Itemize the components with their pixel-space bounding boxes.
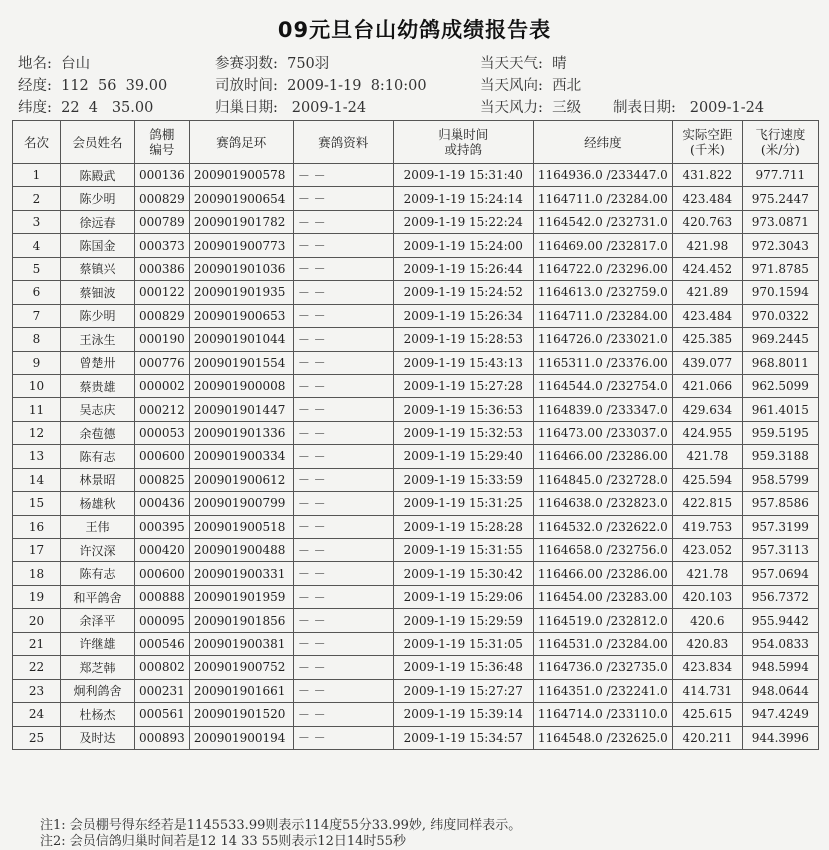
cell-name: 林景昭 (61, 468, 135, 491)
cell-coords: 1164714.0 /233110.0 (533, 703, 672, 726)
cell-info: － － (293, 445, 393, 468)
cell-distance: 423.834 (672, 656, 742, 679)
cell-info: － － (293, 398, 393, 421)
cell-coords: 1164613.0 /232759.0 (533, 281, 672, 304)
cell-ring: 200901901520 (189, 703, 293, 726)
cell-info: － － (293, 164, 393, 187)
cell-coords: 1164726.0 /233021.0 (533, 328, 672, 351)
cell-speed: 970.0322 (742, 304, 818, 327)
info-entries: 参赛羽数: 750羽 (215, 56, 330, 72)
cell-loft: 000600 (135, 445, 190, 468)
cell-distance: 419.753 (672, 515, 742, 538)
cell-ring: 200901900334 (189, 445, 293, 468)
cell-distance: 429.634 (672, 398, 742, 421)
table-row (13, 374, 819, 397)
cell-info: － － (293, 351, 393, 374)
cell-loft: 000136 (135, 164, 190, 187)
cell-distance: 439.077 (672, 351, 742, 374)
cell-distance: 420.763 (672, 210, 742, 233)
cell-distance: 423.484 (672, 187, 742, 210)
cell-rank: 10 (13, 374, 61, 397)
cell-distance: 425.615 (672, 703, 742, 726)
cell-info: － － (293, 257, 393, 280)
cell-rank: 4 (13, 234, 61, 257)
cell-coords: 1164711.0 /23284.00 (533, 304, 672, 327)
cell-loft: 000420 (135, 539, 190, 562)
cell-coords: 1164351.0 /232241.0 (533, 679, 672, 702)
cell-coords: 1164519.0 /232812.0 (533, 609, 672, 632)
cell-loft: 000888 (135, 585, 190, 608)
cell-name: 蔡镇兴 (61, 257, 135, 280)
table-row (13, 351, 819, 374)
cell-time: 2009-1-19 15:27:28 (393, 374, 533, 397)
cell-rank: 8 (13, 328, 61, 351)
cell-ring: 200901901959 (189, 585, 293, 608)
cell-ring: 200901901447 (189, 398, 293, 421)
cell-coords: 1164839.0 /233347.0 (533, 398, 672, 421)
cell-time: 2009-1-19 15:32:53 (393, 421, 533, 444)
cell-coords: 1164544.0 /232754.0 (533, 374, 672, 397)
cell-ring: 200901901782 (189, 210, 293, 233)
cell-loft: 000546 (135, 632, 190, 655)
cell-distance: 423.484 (672, 304, 742, 327)
footnote-2: 注2: 会员信鸽归巢时间若是12 14 33 55则表示12日14时55秒 (40, 834, 406, 849)
cell-time: 2009-1-19 15:36:53 (393, 398, 533, 421)
cell-speed: 954.0833 (742, 632, 818, 655)
info-wind-force: 当天风力: 三级 (480, 100, 582, 116)
cell-info: － － (293, 421, 393, 444)
cell-time: 2009-1-19 15:29:59 (393, 609, 533, 632)
table-body (13, 164, 819, 750)
cell-speed: 957.0694 (742, 562, 818, 585)
cell-time: 2009-1-19 15:28:28 (393, 515, 533, 538)
cell-info: － － (293, 281, 393, 304)
cell-time: 2009-1-19 15:26:44 (393, 257, 533, 280)
info-return-date: 归巢日期: 2009-1-24 (215, 100, 367, 116)
cell-time: 2009-1-19 15:27:27 (393, 679, 533, 702)
table-row (13, 210, 819, 233)
cell-time: 2009-1-19 15:28:53 (393, 328, 533, 351)
cell-time: 2009-1-19 15:30:42 (393, 562, 533, 585)
info-report-date: 制表日期: 2009-1-24 (613, 100, 765, 116)
cell-rank: 25 (13, 726, 61, 749)
col-coords: 经纬度 (533, 121, 672, 164)
cell-name: 炯利鸽舍 (61, 679, 135, 702)
table-row (13, 398, 819, 421)
cell-loft: 000231 (135, 679, 190, 702)
cell-speed: 948.0644 (742, 679, 818, 702)
info-wind-direction: 当天风向: 西北 (480, 78, 582, 94)
info-longitude: 经度: 112 56 39.00 (18, 78, 168, 94)
cell-rank: 5 (13, 257, 61, 280)
cell-name: 陈有志 (61, 445, 135, 468)
cell-info: － － (293, 210, 393, 233)
cell-speed: 975.2447 (742, 187, 818, 210)
table-row (13, 562, 819, 585)
cell-ring: 200901901661 (189, 679, 293, 702)
cell-coords: 1164548.0 /232625.0 (533, 726, 672, 749)
cell-name: 许汉深 (61, 539, 135, 562)
cell-distance: 423.052 (672, 539, 742, 562)
cell-rank: 9 (13, 351, 61, 374)
table-row (13, 585, 819, 608)
cell-loft: 000776 (135, 351, 190, 374)
cell-distance: 425.594 (672, 468, 742, 491)
cell-info: － － (293, 187, 393, 210)
cell-name: 王伟 (61, 515, 135, 538)
cell-ring: 200901900799 (189, 492, 293, 515)
cell-rank: 16 (13, 515, 61, 538)
table-row (13, 726, 819, 749)
cell-time: 2009-1-19 15:31:05 (393, 632, 533, 655)
cell-info: － － (293, 726, 393, 749)
cell-speed: 973.0871 (742, 210, 818, 233)
cell-rank: 18 (13, 562, 61, 585)
cell-speed: 962.5099 (742, 374, 818, 397)
cell-loft: 000395 (135, 515, 190, 538)
cell-speed: 958.5799 (742, 468, 818, 491)
cell-coords: 1164722.0 /23296.00 (533, 257, 672, 280)
table-row (13, 281, 819, 304)
cell-time: 2009-1-19 15:26:34 (393, 304, 533, 327)
cell-loft: 000789 (135, 210, 190, 233)
col-speed: 飞行速度 (米/分) (742, 121, 818, 164)
cell-info: － － (293, 304, 393, 327)
cell-name: 郑芝韩 (61, 656, 135, 679)
cell-time: 2009-1-19 15:29:40 (393, 445, 533, 468)
info-weather: 当天天气: 晴 (480, 56, 567, 72)
table-row (13, 492, 819, 515)
cell-ring: 200901900488 (189, 539, 293, 562)
cell-name: 蔡钿波 (61, 281, 135, 304)
cell-distance: 421.89 (672, 281, 742, 304)
info-release-time: 司放时间: 2009-1-19 8:10:00 (215, 78, 427, 94)
cell-loft: 000802 (135, 656, 190, 679)
cell-loft: 000829 (135, 187, 190, 210)
cell-coords: 1164658.0 /232756.0 (533, 539, 672, 562)
table-row (13, 257, 819, 280)
cell-coords: 1164542.0 /232731.0 (533, 210, 672, 233)
cell-ring: 200901900518 (189, 515, 293, 538)
cell-speed: 969.2445 (742, 328, 818, 351)
cell-distance: 414.731 (672, 679, 742, 702)
cell-time: 2009-1-19 15:29:06 (393, 585, 533, 608)
cell-name: 陈少明 (61, 187, 135, 210)
footnote-1: 注1: 会员棚号得东经若是1145533.99则表示114度55分33.99妙, 纬度同样表示。 (40, 818, 522, 833)
cell-name: 杨雄秋 (61, 492, 135, 515)
cell-speed: 972.3043 (742, 234, 818, 257)
cell-time: 2009-1-19 15:24:14 (393, 187, 533, 210)
cell-rank: 21 (13, 632, 61, 655)
cell-rank: 19 (13, 585, 61, 608)
cell-coords: 1164736.0 /232735.0 (533, 656, 672, 679)
cell-distance: 421.78 (672, 562, 742, 585)
cell-ring: 200901901935 (189, 281, 293, 304)
cell-info: － － (293, 328, 393, 351)
col-name: 会员姓名 (61, 121, 135, 164)
col-distance: 实际空距 (千米) (672, 121, 742, 164)
table-row (13, 304, 819, 327)
footnotes (40, 818, 521, 850)
cell-loft: 000829 (135, 304, 190, 327)
cell-speed: 959.3188 (742, 445, 818, 468)
cell-time: 2009-1-19 15:33:59 (393, 468, 533, 491)
cell-rank: 7 (13, 304, 61, 327)
col-rank: 名次 (13, 121, 61, 164)
cell-name: 王泳生 (61, 328, 135, 351)
table-row (13, 234, 819, 257)
page-title: 09元旦台山幼鸽成绩报告表 (277, 18, 552, 42)
cell-rank: 6 (13, 281, 61, 304)
col-ring: 赛鸽足环 (189, 121, 293, 164)
cell-ring: 200901900578 (189, 164, 293, 187)
cell-ring: 200901901554 (189, 351, 293, 374)
cell-name: 蔡贵雄 (61, 374, 135, 397)
cell-speed: 956.7372 (742, 585, 818, 608)
cell-distance: 420.103 (672, 585, 742, 608)
cell-info: － － (293, 374, 393, 397)
cell-info: － － (293, 562, 393, 585)
cell-loft: 000600 (135, 562, 190, 585)
cell-coords: 116466.00 /23286.00 (533, 445, 672, 468)
cell-loft: 000095 (135, 609, 190, 632)
cell-coords: 116473.00 /233037.0 (533, 421, 672, 444)
cell-rank: 24 (13, 703, 61, 726)
cell-loft: 000190 (135, 328, 190, 351)
cell-loft: 000825 (135, 468, 190, 491)
cell-distance: 425.385 (672, 328, 742, 351)
cell-coords: 1164845.0 /232728.0 (533, 468, 672, 491)
cell-name: 陈有志 (61, 562, 135, 585)
cell-time: 2009-1-19 15:39:14 (393, 703, 533, 726)
cell-speed: 971.8785 (742, 257, 818, 280)
cell-coords: 1164638.0 /232823.0 (533, 492, 672, 515)
cell-speed: 955.9442 (742, 609, 818, 632)
cell-rank: 23 (13, 679, 61, 702)
cell-time: 2009-1-19 15:24:52 (393, 281, 533, 304)
cell-speed: 977.711 (742, 164, 818, 187)
cell-rank: 1 (13, 164, 61, 187)
cell-info: － － (293, 539, 393, 562)
cell-loft: 000053 (135, 421, 190, 444)
cell-ring: 200901900331 (189, 562, 293, 585)
table-row (13, 679, 819, 702)
cell-speed: 957.3199 (742, 515, 818, 538)
cell-info: － － (293, 632, 393, 655)
cell-ring: 200901901856 (189, 609, 293, 632)
cell-ring: 200901900381 (189, 632, 293, 655)
table-row (13, 445, 819, 468)
cell-loft: 000373 (135, 234, 190, 257)
cell-rank: 2 (13, 187, 61, 210)
cell-distance: 421.066 (672, 374, 742, 397)
cell-distance: 420.6 (672, 609, 742, 632)
info-latitude: 纬度: 22 4 35.00 (18, 100, 154, 116)
cell-distance: 424.452 (672, 257, 742, 280)
cell-time: 2009-1-19 15:22:24 (393, 210, 533, 233)
cell-rank: 11 (13, 398, 61, 421)
results-table (12, 120, 819, 750)
cell-info: － － (293, 468, 393, 491)
cell-name: 和平鸽舍 (61, 585, 135, 608)
info-place: 地名: 台山 (18, 56, 91, 72)
cell-time: 2009-1-19 15:31:55 (393, 539, 533, 562)
cell-rank: 3 (13, 210, 61, 233)
cell-distance: 420.211 (672, 726, 742, 749)
cell-rank: 13 (13, 445, 61, 468)
cell-rank: 15 (13, 492, 61, 515)
cell-distance: 421.78 (672, 445, 742, 468)
cell-rank: 22 (13, 656, 61, 679)
col-time: 归巢时间 或持鸽 (393, 121, 533, 164)
table-row (13, 187, 819, 210)
col-loft: 鸽棚 编号 (135, 121, 190, 164)
table-row (13, 515, 819, 538)
cell-distance: 431.822 (672, 164, 742, 187)
cell-coords: 1164711.0 /23284.00 (533, 187, 672, 210)
cell-name: 曾楚卅 (61, 351, 135, 374)
cell-speed: 947.4249 (742, 703, 818, 726)
cell-rank: 14 (13, 468, 61, 491)
cell-loft: 000386 (135, 257, 190, 280)
table-row (13, 539, 819, 562)
cell-info: － － (293, 492, 393, 515)
table-row (13, 328, 819, 351)
cell-rank: 12 (13, 421, 61, 444)
table-row (13, 164, 819, 187)
cell-ring: 200901901336 (189, 421, 293, 444)
cell-coords: 116469.00 /232817.0 (533, 234, 672, 257)
cell-info: － － (293, 234, 393, 257)
table-header-row (13, 121, 819, 164)
cell-speed: 957.3113 (742, 539, 818, 562)
cell-name: 及时达 (61, 726, 135, 749)
cell-name: 陈国金 (61, 234, 135, 257)
cell-loft: 000122 (135, 281, 190, 304)
cell-ring: 200901900773 (189, 234, 293, 257)
cell-speed: 944.3996 (742, 726, 818, 749)
cell-info: － － (293, 585, 393, 608)
cell-rank: 20 (13, 609, 61, 632)
cell-loft: 000212 (135, 398, 190, 421)
cell-ring: 200901900654 (189, 187, 293, 210)
table-row (13, 656, 819, 679)
table-row (13, 468, 819, 491)
cell-ring: 200901900653 (189, 304, 293, 327)
table-row (13, 632, 819, 655)
cell-info: － － (293, 656, 393, 679)
cell-name: 杜杨杰 (61, 703, 135, 726)
cell-coords: 1165311.0 /23376.00 (533, 351, 672, 374)
cell-loft: 000436 (135, 492, 190, 515)
cell-speed: 948.5994 (742, 656, 818, 679)
cell-ring: 200901901044 (189, 328, 293, 351)
table-row (13, 421, 819, 444)
cell-time: 2009-1-19 15:34:57 (393, 726, 533, 749)
cell-time: 2009-1-19 15:31:25 (393, 492, 533, 515)
cell-loft: 000002 (135, 374, 190, 397)
cell-ring: 200901901036 (189, 257, 293, 280)
cell-speed: 959.5195 (742, 421, 818, 444)
cell-ring: 200901900752 (189, 656, 293, 679)
cell-name: 余苞德 (61, 421, 135, 444)
cell-distance: 422.815 (672, 492, 742, 515)
cell-info: － － (293, 609, 393, 632)
cell-coords: 1164532.0 /232622.0 (533, 515, 672, 538)
cell-ring: 200901900194 (189, 726, 293, 749)
table-row (13, 703, 819, 726)
cell-speed: 957.8586 (742, 492, 818, 515)
cell-info: － － (293, 703, 393, 726)
cell-speed: 961.4015 (742, 398, 818, 421)
cell-coords: 1164936.0 /233447.0 (533, 164, 672, 187)
cell-coords: 116454.00 /23283.00 (533, 585, 672, 608)
cell-name: 陈少明 (61, 304, 135, 327)
col-info: 赛鸽资料 (293, 121, 393, 164)
cell-loft: 000561 (135, 703, 190, 726)
cell-distance: 420.83 (672, 632, 742, 655)
cell-distance: 421.98 (672, 234, 742, 257)
cell-time: 2009-1-19 15:36:48 (393, 656, 533, 679)
cell-loft: 000893 (135, 726, 190, 749)
cell-coords: 116466.00 /23286.00 (533, 562, 672, 585)
cell-distance: 424.955 (672, 421, 742, 444)
cell-info: － － (293, 515, 393, 538)
cell-rank: 17 (13, 539, 61, 562)
cell-time: 2009-1-19 15:43:13 (393, 351, 533, 374)
cell-speed: 968.8011 (742, 351, 818, 374)
cell-info: － － (293, 679, 393, 702)
cell-speed: 970.1594 (742, 281, 818, 304)
cell-name: 徐远春 (61, 210, 135, 233)
cell-time: 2009-1-19 15:24:00 (393, 234, 533, 257)
cell-name: 余泽平 (61, 609, 135, 632)
table-row (13, 609, 819, 632)
cell-ring: 200901900612 (189, 468, 293, 491)
cell-ring: 200901900008 (189, 374, 293, 397)
cell-name: 许继雄 (61, 632, 135, 655)
cell-time: 2009-1-19 15:31:40 (393, 164, 533, 187)
cell-coords: 1164531.0 /23284.00 (533, 632, 672, 655)
cell-name: 陈殿武 (61, 164, 135, 187)
cell-name: 吴志庆 (61, 398, 135, 421)
